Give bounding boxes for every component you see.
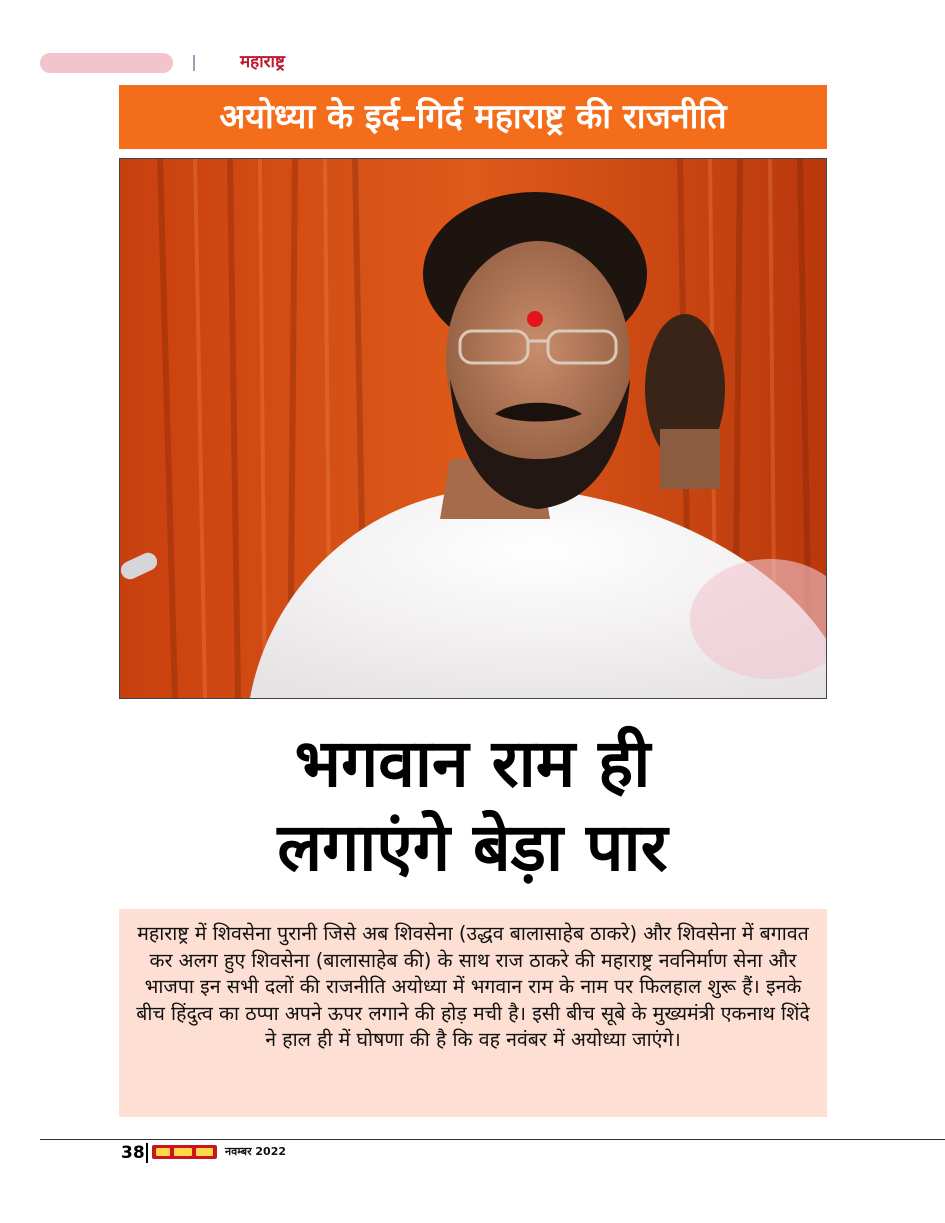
- article-photo: [119, 158, 827, 699]
- issue-date: नवम्बर 2022: [225, 1145, 287, 1158]
- section-pill-decoration: [40, 53, 173, 73]
- footer-divider: [40, 1139, 945, 1140]
- section-tag: महाराष्ट्र: [240, 52, 285, 72]
- article-title: [100, 722, 845, 890]
- section-divider: [193, 55, 195, 71]
- article-title-line-1: भगवान राम ही: [294, 725, 651, 802]
- headline-banner: अयोध्या के इर्द–गिर्द महाराष्ट्र की राजनीति: [119, 85, 827, 149]
- page-number: 38: [121, 1143, 145, 1163]
- article-summary: महाराष्ट्र में शिवसेना पुरानी जिसे अब शिवसेना (उद्धव बालासाहेब ठाकरे) और शिवसेना में बगावत कर अलग हुए शिवसेना (बालासाहेब की) के साथ राज ठाकरे की महाराष्ट्र नवनिर्माण सेना और भाजपा इन सभी दलों की राजनीति अयोध्या में भगवान राम के नाम पर फिलहाल शुरू हैं। इनके बीच हिंदुत्व का ठप्पा अपने ऊपर लगाने की होड़ मची है। इसी बीच सूबे के मुख्यमंत्री एकनाथ शिंदे ने हाल ही में घोषणा की है कि वह नवंबर में अयोध्या जाएंगे।: [119, 909, 827, 1117]
- masthead-logo: [152, 1145, 217, 1159]
- article-title-line-2: लगाएंगे बेड़ा पार: [277, 809, 668, 886]
- footer-separator: [146, 1143, 148, 1163]
